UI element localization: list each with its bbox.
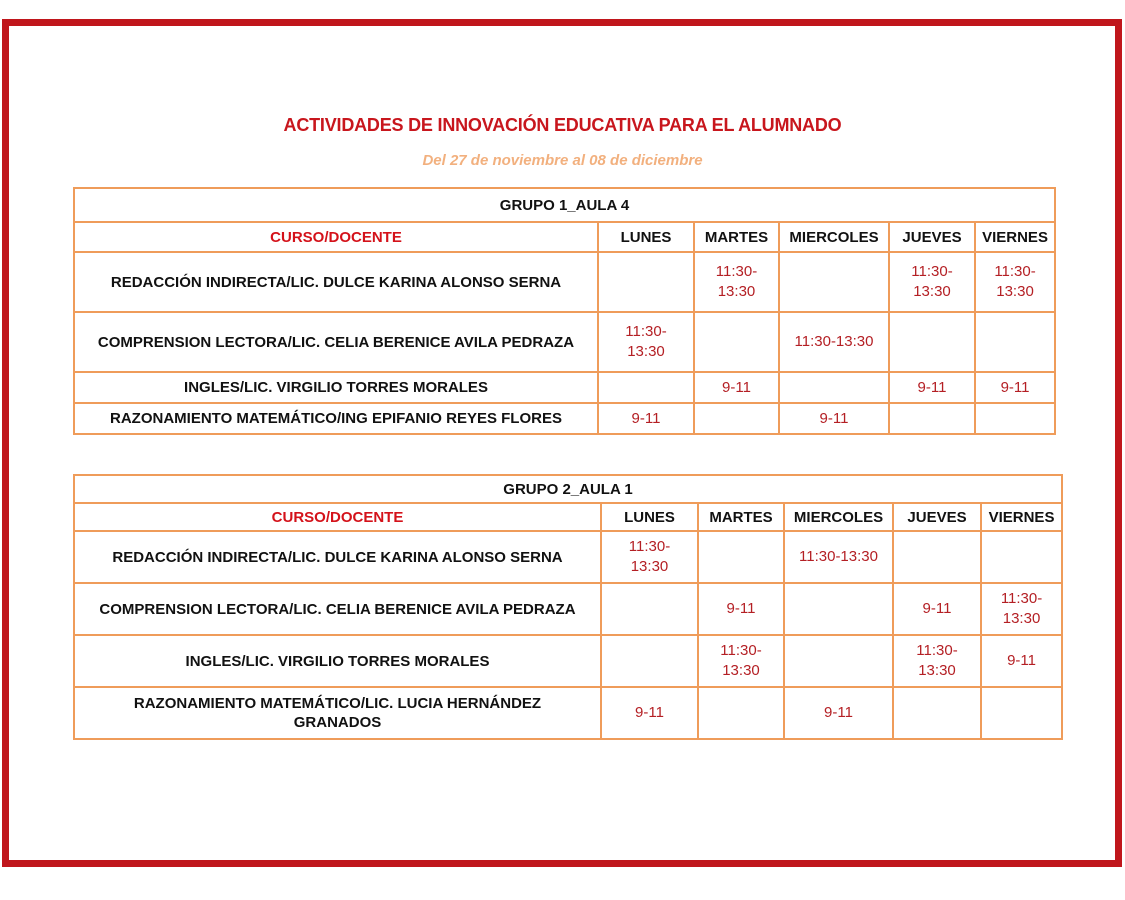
time-cell: 9-11: [975, 372, 1055, 403]
course-cell: INGLES/LIC. VIRGILIO TORRES MORALES: [74, 635, 601, 687]
time-cell: 11:30- 13:30: [694, 252, 779, 312]
time-cell: 9-11: [893, 583, 981, 635]
course-cell: REDACCIÓN INDIRECTA/LIC. DULCE KARINA ALONSO SERNA: [74, 252, 598, 312]
time-cell: [889, 403, 975, 434]
time-cell: 9-11: [889, 372, 975, 403]
header-day-martes: MARTES: [694, 222, 779, 252]
time-cell: [694, 403, 779, 434]
time-cell: 11:30- 13:30: [975, 252, 1055, 312]
table-row: [74, 312, 1055, 372]
time-cell: [698, 687, 784, 739]
header-course-docente: CURSO/DOCENTE: [74, 503, 601, 531]
course-cell: COMPRENSION LECTORA/LIC. CELIA BERENICE AVILA PEDRAZA: [74, 312, 598, 372]
date-range-subtitle: Del 27 de noviembre al 08 de diciembre: [422, 152, 703, 169]
schedule-table-group-2: [73, 474, 1063, 740]
time-cell: 9-11: [694, 372, 779, 403]
time-cell: 11:30-13:30: [784, 531, 893, 583]
header-day-lunes: LUNES: [601, 503, 698, 531]
course-cell: REDACCIÓN INDIRECTA/LIC. DULCE KARINA ALONSO SERNA: [74, 531, 601, 583]
table-row: [74, 403, 1055, 434]
header-day-miercoles: MIERCOLES: [779, 222, 889, 252]
time-cell: [598, 252, 694, 312]
time-cell: 9-11: [784, 687, 893, 739]
table-row: [74, 252, 1055, 312]
page-title: ACTIVIDADES DE INNOVACIÓN EDUCATIVA PARA EL ALUMNADO: [283, 115, 842, 135]
header-day-viernes: VIERNES: [975, 222, 1055, 252]
header-day-miercoles: MIERCOLES: [784, 503, 893, 531]
time-cell: 11:30- 13:30: [889, 252, 975, 312]
time-cell: [694, 312, 779, 372]
time-cell: [601, 583, 698, 635]
header-day-viernes: VIERNES: [981, 503, 1062, 531]
time-cell: 11:30- 13:30: [598, 312, 694, 372]
time-cell: 11:30- 13:30: [698, 635, 784, 687]
time-cell: [893, 687, 981, 739]
time-cell: 11:30-13:30: [779, 312, 889, 372]
time-cell: [598, 372, 694, 403]
time-cell: [975, 312, 1055, 372]
header-day-martes: MARTES: [698, 503, 784, 531]
schedule-table-group-1: [73, 187, 1056, 435]
time-cell: [889, 312, 975, 372]
time-cell: 11:30- 13:30: [893, 635, 981, 687]
time-cell: [981, 531, 1062, 583]
course-cell: COMPRENSION LECTORA/LIC. CELIA BERENICE AVILA PEDRAZA: [74, 583, 601, 635]
time-cell: [698, 531, 784, 583]
header-day-lunes: LUNES: [598, 222, 694, 252]
time-cell: [601, 635, 698, 687]
table-row: [74, 687, 1062, 739]
course-cell: INGLES/LIC. VIRGILIO TORRES MORALES: [74, 372, 598, 403]
header-course-docente: CURSO/DOCENTE: [74, 222, 598, 252]
time-cell: [779, 252, 889, 312]
header-day-jueves: JUEVES: [889, 222, 975, 252]
course-cell: RAZONAMIENTO MATEMÁTICO/ING EPIFANIO REYES FLORES: [74, 403, 598, 434]
table-row: [74, 372, 1055, 403]
table-row: [74, 583, 1062, 635]
time-cell: [784, 583, 893, 635]
time-cell: 9-11: [601, 687, 698, 739]
group-title: GRUPO 2_AULA 1: [74, 475, 1062, 503]
time-cell: [784, 635, 893, 687]
time-cell: 9-11: [779, 403, 889, 434]
group-title: GRUPO 1_AULA 4: [74, 188, 1055, 222]
course-cell: RAZONAMIENTO MATEMÁTICO/LIC. LUCIA HERNÁNDEZ GRANADOS: [74, 687, 601, 739]
time-cell: 11:30- 13:30: [981, 583, 1062, 635]
time-cell: [893, 531, 981, 583]
header-day-jueves: JUEVES: [893, 503, 981, 531]
time-cell: 9-11: [698, 583, 784, 635]
time-cell: [779, 372, 889, 403]
time-cell: 11:30- 13:30: [601, 531, 698, 583]
table-row: [74, 635, 1062, 687]
time-cell: [981, 687, 1062, 739]
time-cell: 9-11: [981, 635, 1062, 687]
time-cell: [975, 403, 1055, 434]
time-cell: 9-11: [598, 403, 694, 434]
table-row: [74, 531, 1062, 583]
